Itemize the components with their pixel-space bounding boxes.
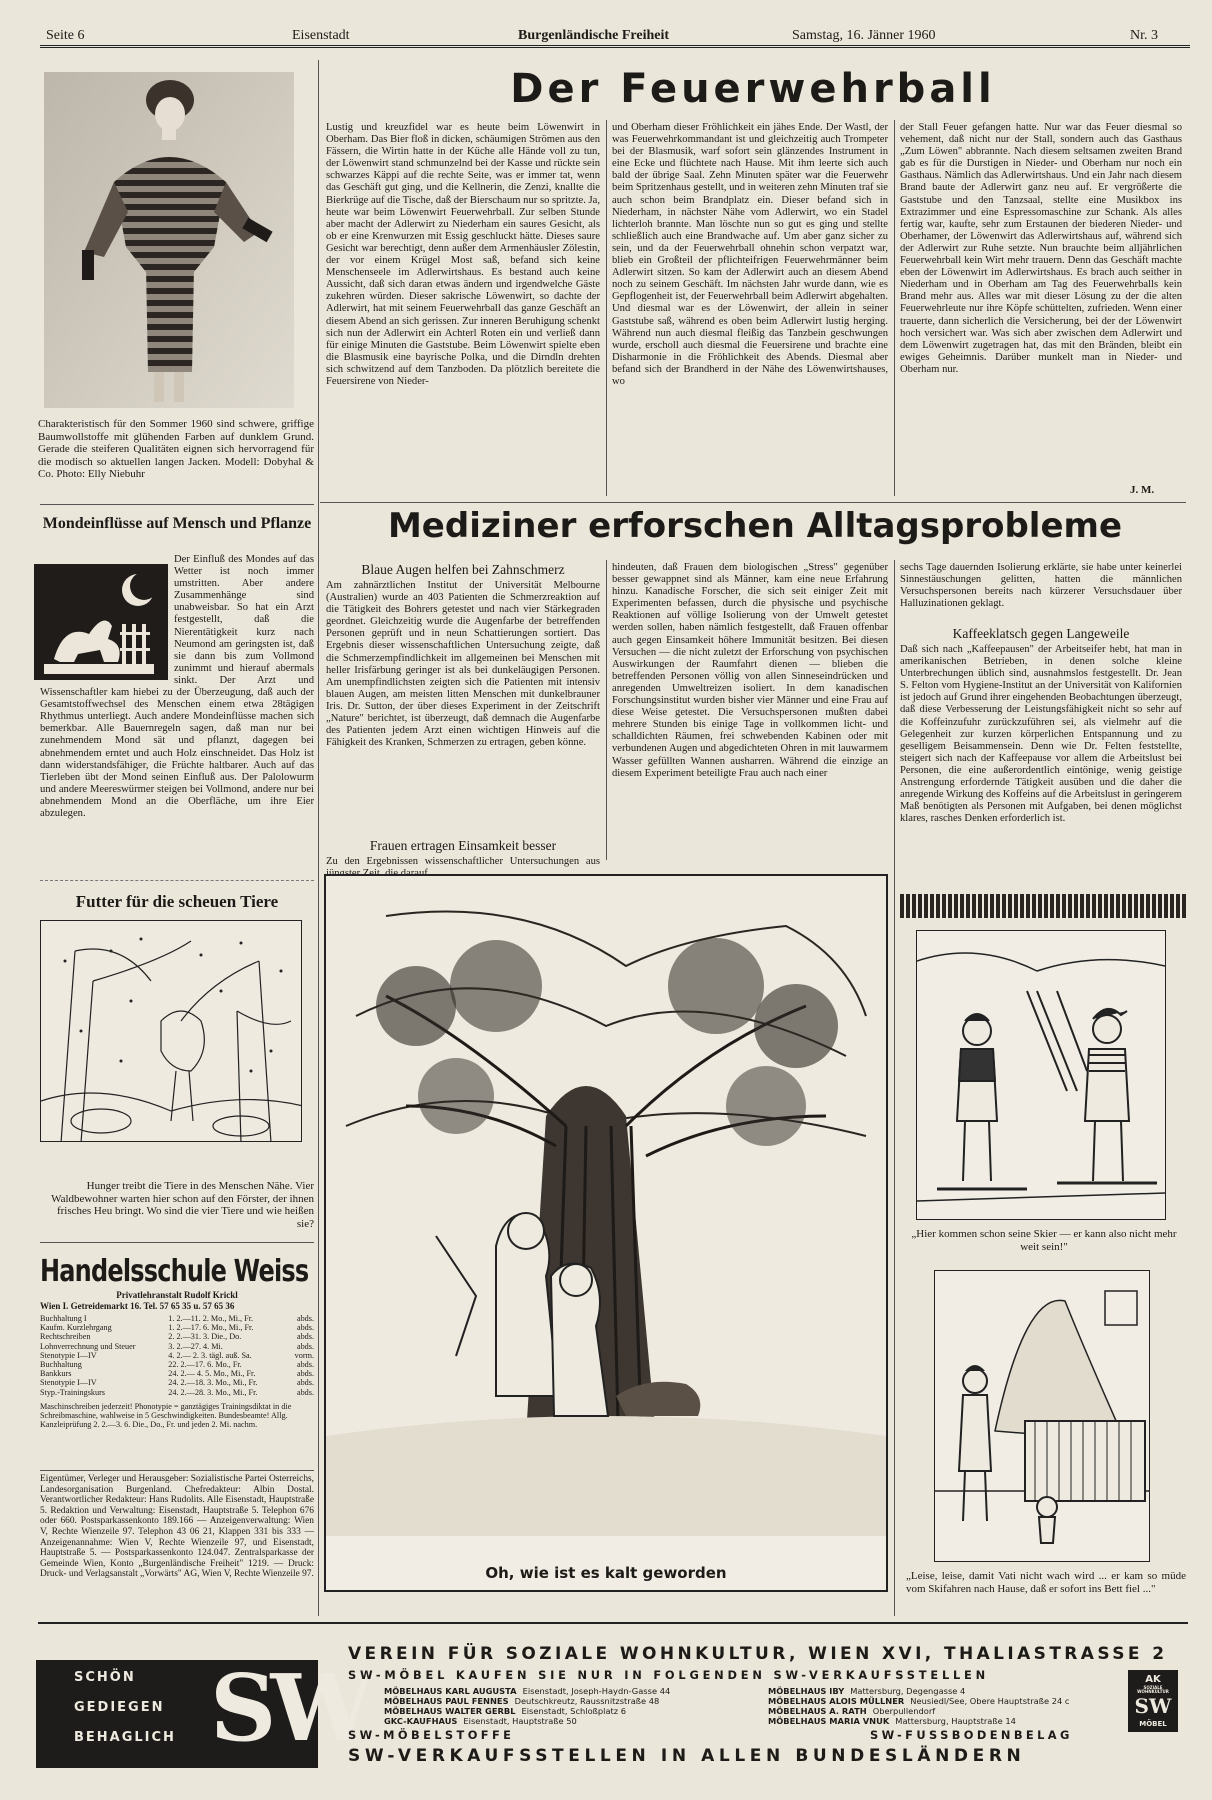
header-place: Eisenstadt [292,28,350,43]
ad-line4: SW-VERKAUFSSTELLEN IN ALLEN BUNDESLÄNDERN [348,1746,1026,1766]
shop-address: Eisenstadt, Schloßplatz 6 [521,1706,627,1716]
page-number: Seite 6 [46,28,85,43]
impressum: Eigentümer, Verleger und Herausgeber: Sozialistische Partei Österreichs, Landesorganisation Burgenland. Chefredakteur: Albin Dostal. Verantwortlicher Redakteur: Hans Rudolits. Alle Eisenstadt, Hauptstraße 5. Redaktion und Verwaltung: Eisenstadt, Hauptstraße 5. Telephon 676 oder 660. Postsparkassenkonto 189.166 — Anzeigenverwaltung: Wien V, Rechte Wienzeile 97. Telephon 43 06 21, Klappen 331 bis 333 — Anzeigenannahme: Wien V, Rechte Wienzeile 97, und Eisenstadt, Hauptstraße 5. — Postsparkassenkonto 124.047. Zentralsparkasse der Gemeinde Wien, Konto „Burgenländische Freiheit" 1219. — Druck: Druck- und Verlagsanstalt „Vorwärts" AG, Wien V, Rechte Wienzeile 97. [40,1474,314,1580]
school-course-row [40,1332,314,1341]
shop-address: Eisenstadt, Joseph-Haydn-Gasse 44 [522,1686,671,1696]
school-course-row [40,1323,314,1332]
mond-text [40,554,314,870]
mediziner-sub1: Blaue Augen helfen bei Zahnschmerz [361,562,565,577]
course-time: abds. [296,1360,314,1370]
cartoon2-caption: „Leise, leise, damit Vati nicht wach wird ... er kam so müde vom Skifahren nach Hause, daß er sofort ins Bett fiel ..." [906,1570,1186,1595]
badge-bottom: MÖBEL [1139,1720,1167,1728]
school-notes: Maschinschreiben jederzeit! Phonotypie = ganztägiges Trainingsdiktat in die Schreibmaschine, wahlweise in 5 Geschwindigkeiten. Bundesbeamte! Allg. Kanzleiprüfung 2. 2.—3. 6. Die., Do., Fr. und jeden 2. Mi. nachm. [40,1402,292,1430]
feuerwehrball-col3: der Stall Feuer gefangen hatte. Nur war das Feuer diesmal so vehement, daß nicht nur der Stall, sondern auch das Gasthaus „Zum Löwen" abbrannte. Nach diesem seltsamen zweiten Brand gab es für die Durstigen in Nieder- und Oberham nur noch ein Gasthaus. Nämlich das Adlerwirtshaus. Und ein Jahr nach diesem Brand baute der Adlerwirt ganz neu auf. Er vergrößerte die Gaststube und den Tanzsaal, stellte eine Musikbox ins Extrazimmer und eine Espressomaschine zur Schank. Als alles fertig war, kaufte, sehr zum Erstaunen der biederen Nieder- und Oberhamer, der Löwenwirt das Adlerwirtshaus auf, während sich der Adlerwirt zur Ruhe setzte. Nun brauchte beim alljährlichen Feuerwehrball kein Wirt mehr trauern. Denn das Geschäft machte eben der Löwenwirt im Adlerwirtshaus. Es brach auch seither in Niederham und in Oberham am Tag des Feuerwehrballs kein Brand mehr aus. Alles war mit dieser Lösung zu der die alten Feuerwehrleute nur ihre Köpfe schüttelten, zufrieden. Wenn einer trauerte, dann sicherlich die Versicherung, bei der der Löwenwirt hoch versichert war. Was sich aber zwischen dem Adlerwirt und dem Löwenwirt zugetragen hat, das mit den Bränden, bleibt ein ewiges Geheimnis. Darüber munkelt man in Nieder- und Oberham nur. [900,122,1182,375]
mediziner-col2: hindeuten, daß Frauen dem biologischen „Stress" gegenüber besser gewappnet sind als Männer, kam eine neue Erfahrung hinzu. Kanadische Forscher, die sich seit einiger Zeit mit Experimenten befassen, durch die physische und psychische Reaktionen auf völlige Isolierung von der Umwelt getestet werden sollen, haben nämlich festgestellt, daß Frauen offenbar auch gegen Einsamkeit höhere Immunität besitzen. Bei diesen Versuchen — die nicht zuletzt der Erforschung von psychischen Auswirkungen der Raumfahrt dienen — blieben die betreffenden Personen völlig von allen Sinneseindrücken und anregenden Umweltreizen isoliert. In dem kanadischen Forschungsinstitut wurden bisher vier Männer und eine Frau auf diese Weise getestet. Die Versuchspersonen mußten dabei mehrere Stunden bis einige Tage in vollkommen licht- und schalldichten Räumen, frei schwebenden Kabinen oder mit verbundenen Augen und abgedichteten Ohren in mit lauwarmem Wasser gefüllten Wannen ausharren. Während die einzige an diesem Experiment beteiligte Frau auch nach einer [612,562,888,779]
cartoon1-caption: „Hier kommen schon seine Skier — er kann also nicht mehr weit sein!" [911,1228,1177,1253]
shop-entry [384,1686,670,1696]
ad-line2: SW-MÖBEL KAUFEN SIE NUR IN FOLGENDEN SW-VERKAUFSSTELLEN [348,1668,989,1682]
puzzle-drawing [40,920,302,1142]
course-time: abds. [296,1387,314,1397]
course-dates: 2. 2.—31. 3. Die., Do. [168,1332,242,1342]
futter-caption: Hunger treibt die Tiere in des Menschen Nähe. Vier Waldbewohner warten hier schon auf den Förster, der ihnen frisches Heu bringt. Wo sind die vier Tiere und wie heißen sie? [51,1180,314,1230]
shop-address: Oberpullendorf [872,1706,936,1716]
course-time: abds. [296,1332,314,1342]
bedroom-cartoon [934,1270,1150,1562]
mond-title: Mondeinflüsse auf Mensch und Pflanze [42,515,312,532]
course-time: abds. [296,1369,314,1379]
course-time: abds. [296,1314,314,1323]
feuerwehrball-signature: J. M. [1130,484,1155,496]
fashion-caption: Charakteristisch für den Sommer 1960 sind schwere, griffige Baumwollstoffe mit glühenden Farben auf dunklem Grund. Gerade die steiferen Qualitäten eignen sich hervorragend für die modisch so aktuellen langen Jacken. Modell: Dobyhal & Co. Photo: Elly Niebuhr [38,418,314,481]
course-name: Kaufm. Kurzlehrgang [40,1323,112,1333]
course-dates: 22. 2.—17. 6. Mo., Fr. [168,1360,242,1370]
course-name: Bankkurs [40,1369,72,1379]
feuerwehrball-title: Der Feuerwehrball [510,66,996,112]
illustration-caption: Oh, wie ist es kalt geworden [485,1564,727,1582]
paper-name: Burgenländische Freiheit [518,28,670,43]
ad-slogan-2: GEDIEGEN [74,1700,165,1715]
issue-number: Nr. 3 [1130,28,1158,43]
mediziner-col1b: Zu den Ergebnissen wissenschaftlicher Untersuchungen aus [326,856,600,867]
ad-slogan-1: SCHÖN [74,1670,136,1685]
mond-body: Der Einfluß des Mondes auf das Wetter ist noch immer umstritten. Aber andere Zusammenhänge sind unabweisbar. So hat ein Arzt festgestellt, daß die Nierentätigkeit kurz nach Neumond am geringsten ist, daß sie dann bis zum Vollmond zunimmt und hierauf abermals sinkt. Der Arzt und Wissenschaftler kam hiebei zu der Überzeugung, daß auch der Gesamtstoffwechsel des Menschen einem etwa 28tägigen Rhythmus unterliegt. Auch andere Mondeinflüsse machen sich bemerkbar. Alle Bauernregeln sagen, daß man nur bei zunehmendem Mond sät und pflanzt, dagegen bei abnehmendem erntet und auch Holz einschneidet. Das Holz ist dann widerstandsfähiger, die Früchte haltbarer. Auch auf das Tierleben übt der Mond seinen Einfluß aus. Der Palolowurm und andere Meereswürmer steigen bei Vollmond, andere nur bei abnehmendem Mond an die Oberfläche, um ihre Eier abzulegen. [40,554,314,819]
school-subtitle: Privatlehranstalt Rudolf Krickl [116,1290,238,1300]
winter-illustration [324,874,888,1592]
course-name: Lohnverrechnung und Steuer [40,1341,136,1351]
shop-address: Eisenstadt, Hauptstraße 50 [463,1716,577,1726]
school-course-table [40,1314,314,1397]
course-name: Styp.-Trainingskurs [40,1387,105,1397]
shop-entry [384,1706,670,1716]
shop-name: MÖBELHAUS KARL AUGUSTA [384,1686,517,1696]
ad-line3a: SW-MÖBELSTOFFE [348,1728,515,1742]
school-course-row [40,1378,314,1387]
ad-slogan-box [36,1654,368,1768]
ad-badge [1128,1670,1178,1732]
badge-mid: SOZIALE WOHNKULTUR [1137,1685,1169,1694]
header-date: Samstag, 16. Jänner 1960 [792,28,936,43]
mediziner-col3b: Daß sich nach „Kaffeepausen" der Arbeitseifer hebt, hat man in amerikanischen Betrieben, in denen solche kleine Unterbrechungen üblich sind, ausnahmslos festgestellt. Dr. Jean S. Felton vom Hygiene-Institut an der Universität von Kalifornien ist jedoch auf Grund ihrer eingehenden Beobachtungen überzeugt, daß diese Verbesserung der Leistungsfähigkeit nicht so sehr auf die Koffeinzufuhr zurückzuführen sei, als vielmehr auf die Gelegenheit zur kurzen körperlichen Entspannung und zu geselligem Beisammensein. Denn wie Dr. Felten feststellte, steigert sich nach der Kaffeepause vor allem die Arbeitslust bei Personen, die eine außerordentlich eintönige, wenig geistige Anstrengung erfordernde Tätigkeit ausüben und die daher die anregende Wirkung des Koffeins auf die Arbeitslust in geringerem Maß benötigten als Personen mit Aufgaben, bei denen möglichst klares, rasches Denken erforderlich ist. [900,644,1182,825]
feuerwehrball-col2: und Oberham dieser Fröhlichkeit ein jähes Ende. Der Wastl, der was Feuerwehrkommandant ist und gleichzeitig auch Trompeter bei der Blasmusik, warf sofort sein glänzendes Instrument in eine Ecke und flüchtete nach Hause. Mit ihm leerte sich auch bald der übrige Saal. Zehn Minuten später war die Feuerwehr beim Spritzenhaus gestellt, und in weiteren zehn Minuten traf sie auch schon beim Brandplatz ein. Dieser befand sich in Niederham, in nächster Nähe vom Adlerwirt, wo ein Stadel lichterloh brannte. Man löschte nun so gut es ging und stellte schließlich auch eine Brandwache auf. Um aber ganz sicher zu sein, und da der Feuerwehrball ohnehin schon verpatzt war, blieb ein Großteil der pflichteifrigen Feuerwehrmänner beim Adlerwirt sitzen. So kam der Adlerwirt auch an diesem Abend noch zu seinem Geschäft. Im nächsten Jahr wurde dann, wie es Gepflogenheit ist, der Feuerwehrball beim Adlerwirt abgehalten. Und diesmal war es der Löwenwirt, der allein in seiner Gaststube saß, während es oben beim Adlerwirt lustig herging. Während nun auch diesmal fleißig das Tanzbein geschwungen wurde, erscholl auch diesmal die Feuersirene und brachte eine Disharmonie in die Fröhlichkeit des Abends. Diesmal aber befand sich der Brandherd in der Nähe des Löwenwirtshauses, wo [612,122,888,387]
course-dates: 3. 2.—27. 4. Mi. [168,1341,223,1351]
course-time: vorm. [294,1350,314,1360]
page-header [40,26,1190,48]
course-dates: 4. 2.— 2. 3. tägl. auß. Sa. [168,1350,252,1360]
mediziner-col1: Am zahnärztlichen Institut der Universität Melbourne (Australien) wurde an 403 Patienten die Schmerzreaktion auf die Tätigkeit des Bohrers getestet und nach vier Stärkegraden geordnet. Gleichzeitig wurde die Augenfarbe der betreffenden Personen geprüft und in neun Schattierungen sortiert. Das Ergebnis dieser wissenschaftlichen Untersuchung zeigte, daß die Schmerzempfindlichkeit im allgemeinen bei Menschen mit heller Irisfärbung geringer ist als bei dunkeläugigen Personen. Am unempfindlichsten zeigten sich die Patienten mit intensiv blauen Augen, am meisten litten Menschen mit dunkelbrauner Iris. Dr. Sutton, der über dieses Experiment in der Zeitschrift „Nature" berichtet, ist überzeugt, daß demnach die Augenfarbe des Patienten jedem Arzt einen wichtigen Hinweis auf die Fähigkeit des Kranken, Schmerzen zu ertragen, geben könne. [326,580,600,749]
course-dates: 24. 2.—18. 3. Mo., Mi., Fr. [168,1378,258,1388]
school-address: Wien I. Getreidemarkt 16. Tel. 57 65 35 u. 57 65 36 [40,1301,235,1311]
shop-address: Mattersburg, Hauptstraße 14 [895,1716,1016,1726]
course-name: Buchhaltung I [40,1314,87,1323]
shop-name: MÖBELHAUS IBY [768,1686,845,1696]
school-course-row [40,1314,314,1323]
shop-address: Deutschkreutz, Raussnitzstraße 48 [514,1696,660,1706]
mediziner-title: Mediziner erforschen Alltagsprobleme [387,506,1123,546]
school-course-row [40,1388,314,1397]
shop-name: MÖBELHAUS WALTER GERBL [384,1706,516,1716]
badge-top: AK [1145,1674,1161,1685]
mediziner-sub3: Kaffeeklatsch gegen Langeweile [952,626,1130,641]
shop-list-right [768,1686,1070,1726]
course-name: Buchhaltung [40,1360,82,1370]
mediziner-col3: sechs Tage dauernden Isolierung erklärte, sie habe unter keinerlei Sinnestäuschungen gelitten, hatten die männlichen Versuchspersonen bereits nach kürzerer Versuchsdauer über Halluzinationen geklagt. [900,562,1182,610]
shop-address: Mattersburg, Degengasse 4 [850,1686,966,1696]
ad-line1: VEREIN FÜR SOZIALE WOHNKULTUR, WIEN XVI, THALIASTRASSE 2 [348,1644,1168,1664]
course-name: Stenotypie I—IV [40,1350,97,1360]
ad-slogan-3: BEHAGLICH [74,1730,176,1745]
course-time: abds. [296,1323,314,1333]
feuerwehrball-col1: Lustig und kreuzfidel war es heute beim Löwenwirt in Oberham. Das Bier floß in dicken, schäumigen Strömen aus den Fässern, die Wirtin hatte in der Küche alle Hände voll zu tun, der Löwenwirt stand schmunzelnd bei der Kasse und rückte sein schwarzes Käppi auf die rechte Seite, was er immer tat, wenn das Geschäft gut ging, und die Kellnerin, die Zenzi, knallte die Bierkrüge auf die Tische, daß der Bierschaum nur so spritzte. Ja, heute war beim Löwenwirt Feuerwehrball. Zur selben Stunde aber macht der Adlerwirt zu Niederham ein saures Gesicht, als ob er eine Krenwurzen mit Essig geschluckt hätte. Dieses saure Gesicht war berechtigt, denn außer dem Armenhäusler Zölestin, der vor einem Krügel Most saß, befand sich keine Menschenseele im Adlerwirtshaus. Es bestand auch keine Aussicht, daß sich daran etwas ändern und irgendwelche Gäste zukehren würden. Dieser sakrische Löwenwirt, so dachte der Adlerwirt, hat mit seinem Feuerwehrball das ganze Geschäft an diesem Abend an sich gerissen. Zur inneren Beruhigung schenkt sich nun der Adlerwirt ein Achterl Roten ein und verließ dann für einige Minuten die Gaststube. Beim Löwenwirt spielte eben die Blasmusik eine bayrische Polka, und die Dirndln drehten sich schwitzend auf dem Tanzboden. Da plötzlich bereitete die Feuersirene von Nieder- [326,122,600,387]
cartoon-separator [900,894,1186,918]
school-course-row [40,1360,314,1369]
school-course-row [40,1351,314,1360]
course-dates: 1. 2.—11. 2. Mo., Mi., Fr. [168,1314,254,1323]
school-course-row [40,1342,314,1351]
shop-entry [384,1696,670,1706]
course-time: abds. [296,1341,314,1351]
course-name: Stenotypie I—IV [40,1378,97,1388]
shop-entry [768,1686,1070,1696]
shop-name: MÖBELHAUS A. RATH [768,1706,867,1716]
course-dates: 24. 2.—28. 3. Mo., Mi., Fr. [168,1387,258,1397]
shop-address: Neusiedl/See, Obere Hauptstraße 24 c [910,1696,1070,1706]
ski-cartoon [916,930,1166,1220]
shop-entry [768,1716,1070,1726]
mediziner-sub2: Frauen ertragen Einsamkeit besser [369,838,557,853]
shop-entry [384,1716,670,1726]
school-course-row [40,1369,314,1378]
shop-name: MÖBELHAUS ALOIS MÜLLNER [768,1696,905,1706]
badge-logo: SW [1134,1694,1172,1718]
fashion-photo [44,72,294,408]
shop-entry [768,1706,1070,1716]
course-time: abds. [296,1378,314,1388]
ad-sw-logo: SW [210,1654,368,1762]
course-dates: 1. 2.—17. 6. Mo., Mi., Fr. [168,1323,254,1333]
course-name: Rechtschreiben [40,1332,91,1342]
course-dates: 24. 2.— 4. 5. Mo., Mi., Fr. [168,1369,256,1379]
ad-line3b: SW-FUSSBODENBELAG [870,1728,1073,1742]
shop-name: MÖBELHAUS PAUL FENNES [384,1696,509,1706]
shop-name: MÖBELHAUS MARIA VNUK [768,1716,890,1726]
shop-entry [768,1696,1070,1706]
futter-title: Futter für die scheuen Tiere [75,892,279,911]
school-title: Handelsschule Weiss [40,1254,309,1289]
shop-name: GKC-KAUFHAUS [384,1716,458,1726]
shop-list-left [384,1686,670,1726]
